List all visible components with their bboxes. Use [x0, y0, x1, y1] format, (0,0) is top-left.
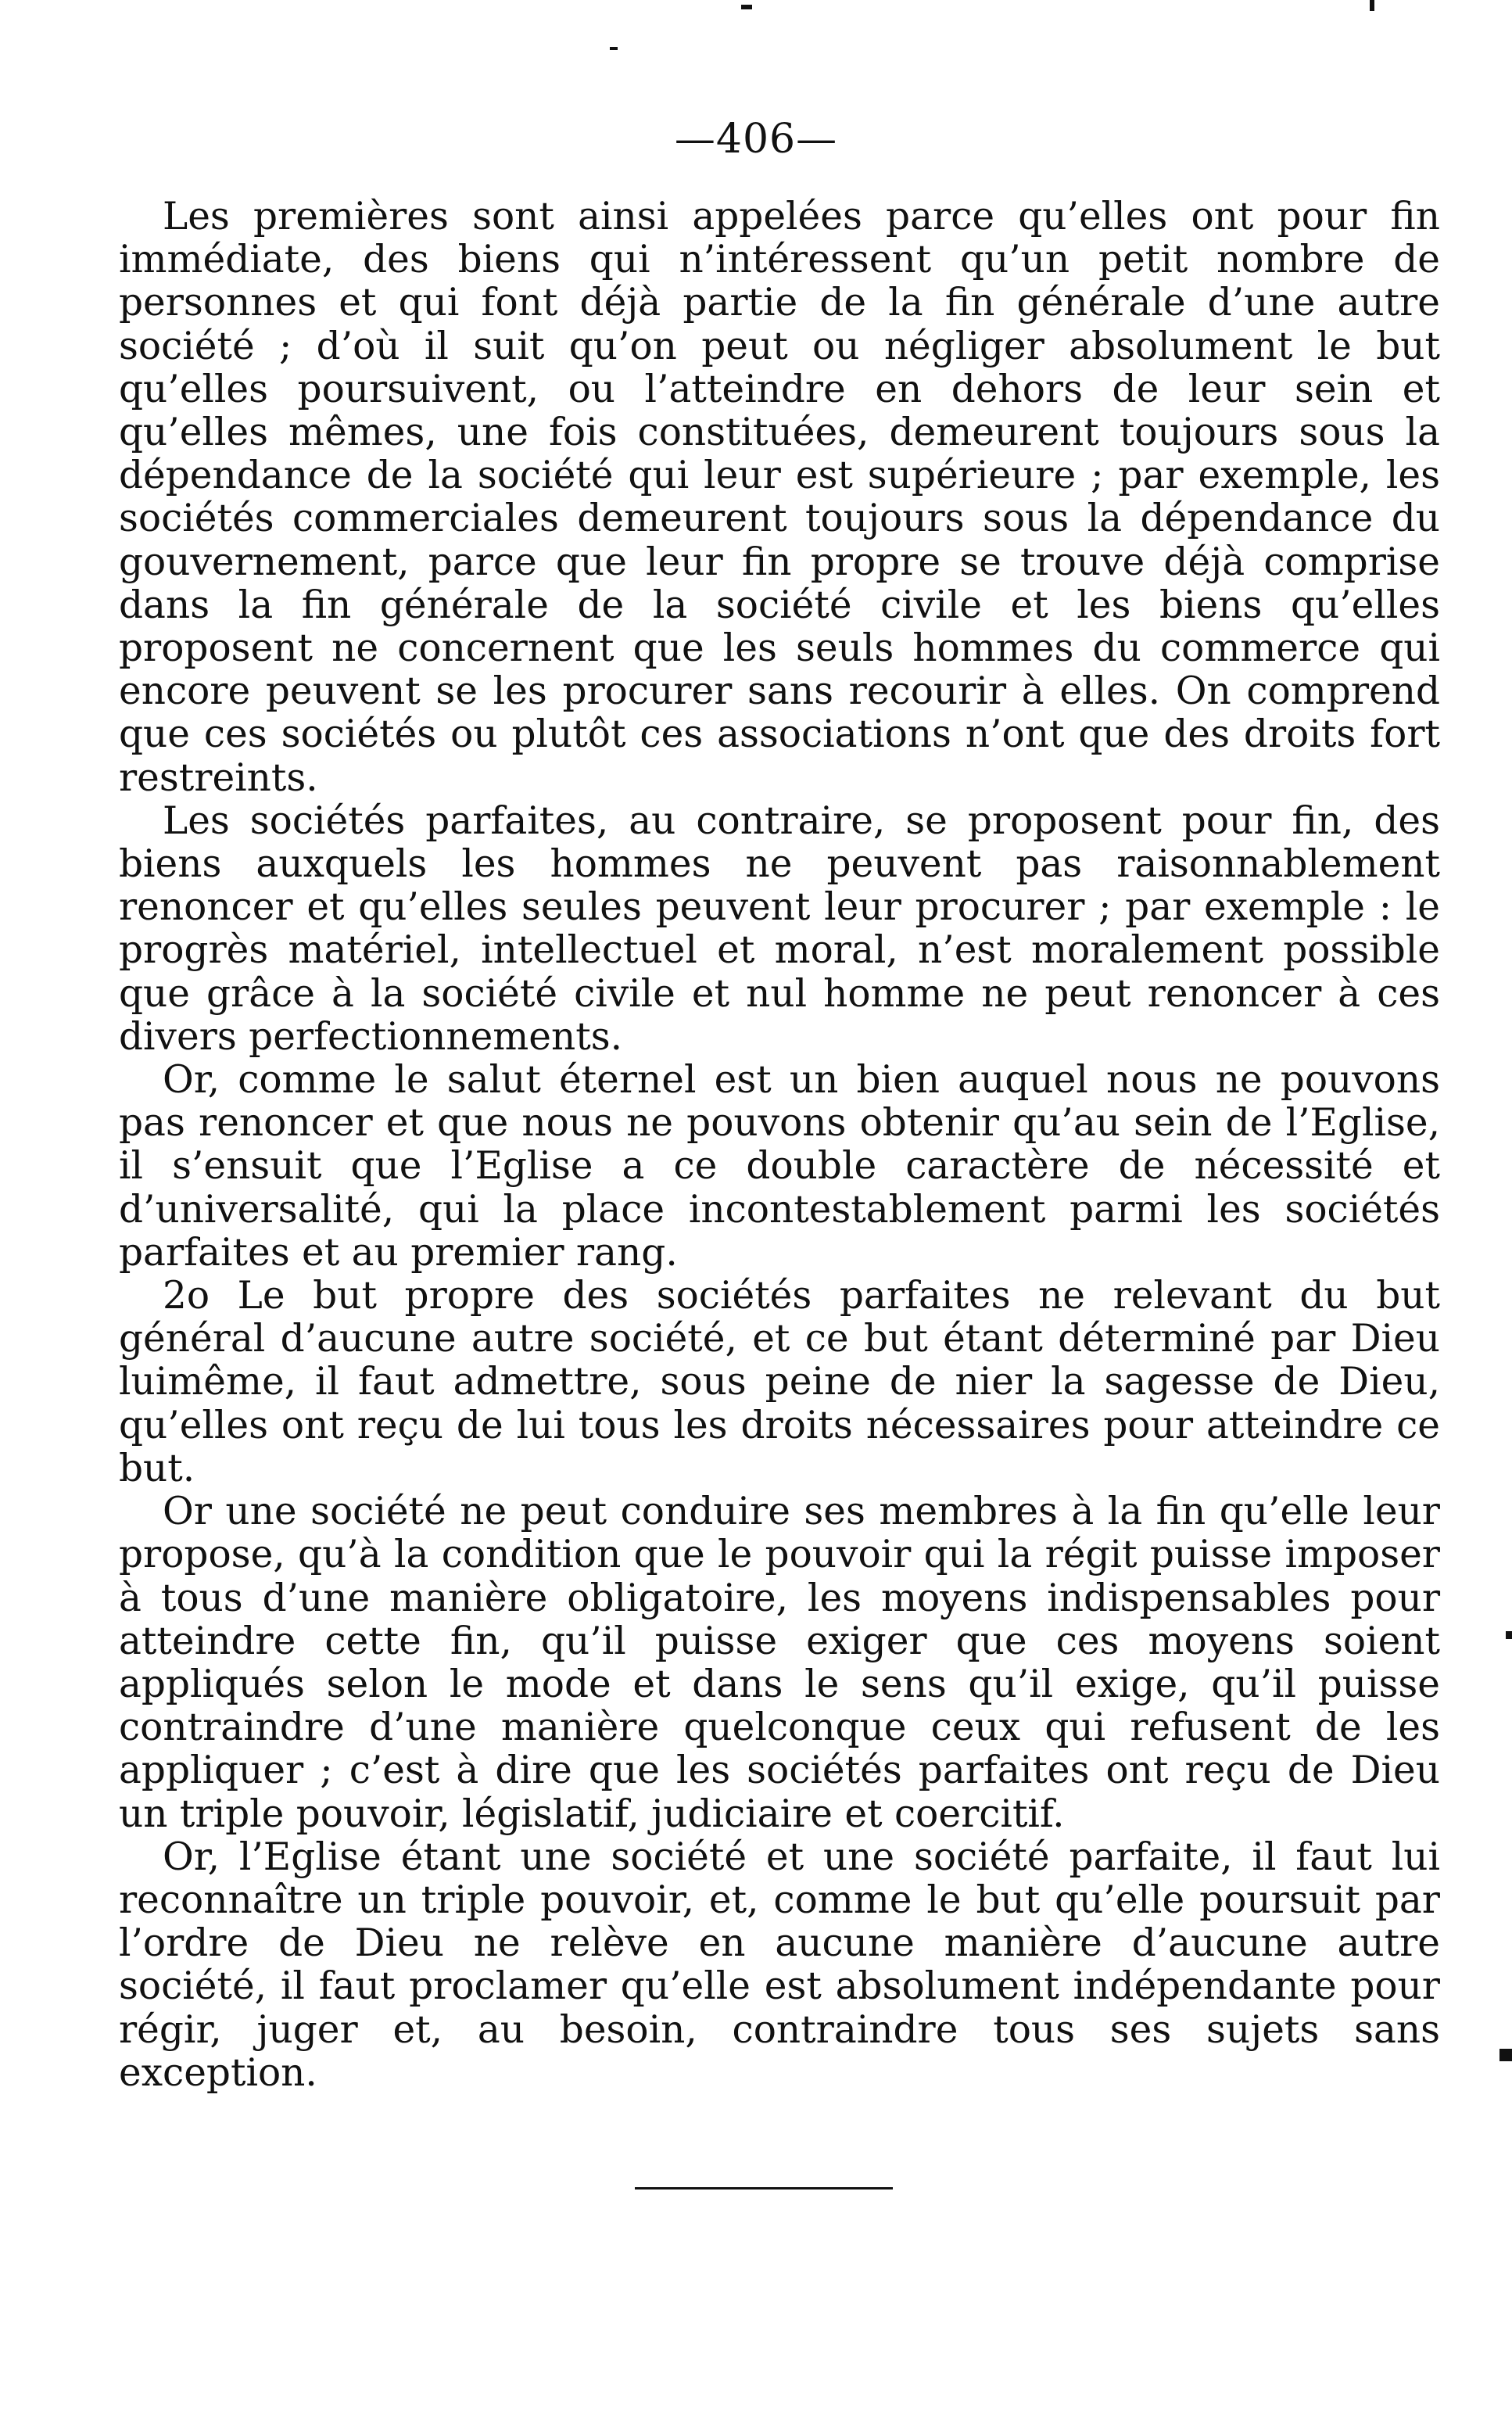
paragraph-5: Or une société ne peut conduire ses membres à la fin qu’elle leur propose, qu’à la condition que le pouvoir qui la régit puisse imposer à tous d’une manière obligatoire, les moyens indispensables pour atteindre cette fin, qu’il puisse exiger que ces moyens soient appliqués selon le mode et dans le sens qu’il exige, qu’il puisse contraindre d’une manière quelconque ceux qui refusent de les appliquer ; c’est à dire que les sociétés parfaites ont reçu de Dieu un triple pouvoir, législatif, judiciaire et coercitif. [119, 1490, 1440, 1836]
scan-speck [1499, 2049, 1512, 2061]
paragraph-1: Les premières sont ainsi appelées parce qu’elles ont pour fin immédiate, des biens qui n’intéressent qu’un petit nombre de personnes et qui font déjà partie de la fin générale d’une autre société ; d’où il suit qu’on peut ou négliger absolument le but qu’elles poursuivent, ou l’atteindre en dehors de leur sein et qu’elles mêmes, une fois constituées, demeurent toujours sous la dépendance de la société qui leur est supérieure ; par exemple, les sociétés commerciales demeurent toujours sous la dépendance du gouvernement, parce que leur fin propre se trouve déjà comprise dans la fin générale de la société civile et les biens qu’elles proposent ne concernent que les seuls hommes du commerce qui encore peuvent se les procurer sans recourir à elles. On comprend que ces sociétés ou plutôt ces associations n’ont que des droits fort restreints. [119, 195, 1440, 800]
scan-speck [741, 5, 752, 9]
paragraph-2: Les sociétés parfaites, au contraire, se proposent pour fin, des biens auxquels les hommes ne peuvent pas raisonnablement renoncer et qu’elles seules peuvent leur procurer ; par exemple : le progrès matériel, intellectuel et moral, n’est moralement possible que grâce à la société civile et nul homme ne peut renoncer à ces divers perfectionnements. [119, 798, 1440, 1059]
paragraph-6: Or, l’Eglise étant une société et une société parfaite, il faut lui reconnaître un triple pouvoir, et, comme le but qu’elle poursuit par l’ordre de Dieu ne relève en aucune manière d’aucune autre société, il faut proclamer qu’elle est absolument indépendante pour régir, juger et, au besoin, contraindre tous ses sujets sans exception. [119, 1834, 1440, 2095]
end-rule [635, 2187, 893, 2190]
paragraph-4: 2o Le but propre des sociétés parfaites ne relevant du but général d’aucune autre société, et ce but étant déterminé par Dieu luimême, il faut admettre, sous peine de nier la sagesse de Dieu, qu’elles ont reçu de lui tous les droits nécessaires pour atteindre ce but. [119, 1274, 1440, 1490]
paragraph-3: Or, comme le salut éternel est un bien auquel nous ne pouvons pas renoncer et que nous ne pouvons obtenir qu’au sein de l’Eglise, il s’ensuit que l’Eglise a ce double caractère de nécessité et d’universalité, qui la place incontestablement parmi les sociétés parfaites et au premier rang. [119, 1058, 1440, 1275]
scan-speck [1370, 0, 1374, 11]
scan-speck [1506, 1631, 1512, 1639]
body-text [119, 195, 1440, 2095]
scan-speck [610, 47, 618, 50]
page-number: —406— [674, 116, 838, 163]
